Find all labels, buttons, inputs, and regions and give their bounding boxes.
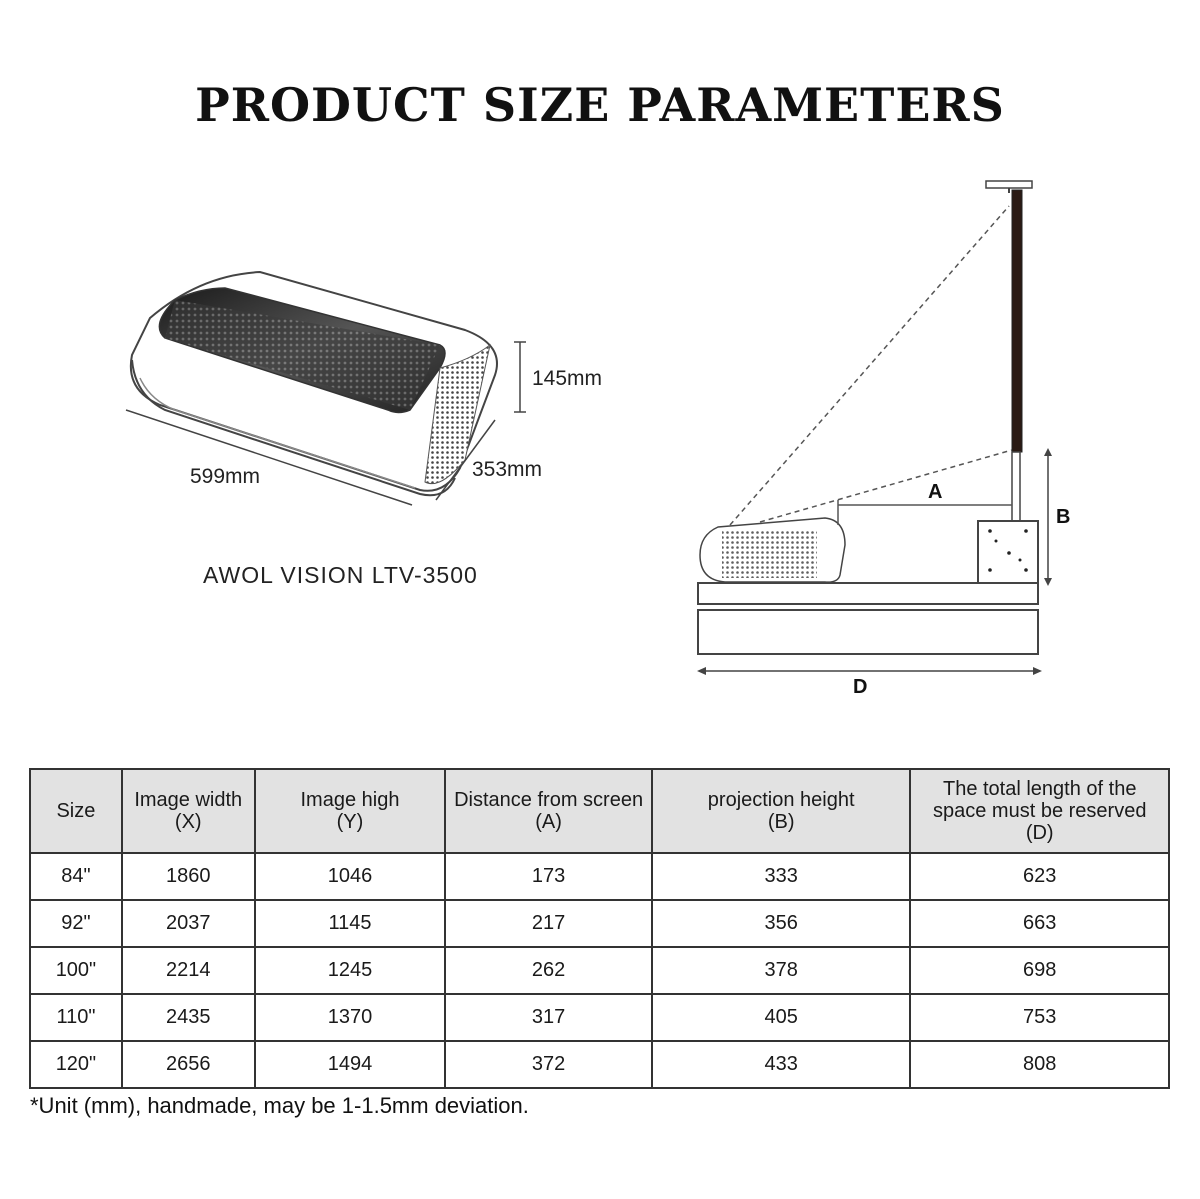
- cell-projection-height: 356: [652, 900, 911, 947]
- cell-image-high: 1494: [255, 1041, 446, 1088]
- table-row: [30, 994, 1169, 1041]
- table-row: [30, 900, 1169, 947]
- cell-distance: 372: [445, 1041, 652, 1088]
- header-total-length: The total length of the space must be reserved (D): [910, 769, 1169, 853]
- cell-projection-height: 333: [652, 853, 911, 900]
- cell-distance: 173: [445, 853, 652, 900]
- cell-image-high: 1370: [255, 994, 446, 1041]
- product-name: AWOL VISION LTV-3500: [203, 562, 478, 588]
- page-title: PRODUCT SIZE PARAMETERS: [195, 78, 1005, 132]
- cell-distance: 217: [445, 900, 652, 947]
- cell-total-length: 753: [910, 994, 1169, 1041]
- diagram-label-a: A: [928, 481, 943, 503]
- cell-image-width: 1860: [122, 853, 255, 900]
- header-size: Size: [30, 769, 122, 853]
- cell-projection-height: 405: [652, 994, 911, 1041]
- cell-image-width: 2435: [122, 994, 255, 1041]
- depth-dimension-label: 353mm: [472, 458, 543, 481]
- width-dimension-label: 599mm: [190, 465, 261, 488]
- cell-distance: 262: [445, 947, 652, 994]
- cell-image-width: 2037: [122, 900, 255, 947]
- table-row: [30, 1041, 1169, 1088]
- diagram-label-b: B: [1056, 506, 1071, 528]
- height-dimension-label: 145mm: [532, 367, 603, 390]
- cell-size: 120": [30, 1041, 122, 1088]
- cell-total-length: 663: [910, 900, 1169, 947]
- cell-image-width: 2656: [122, 1041, 255, 1088]
- cell-size: 84": [30, 853, 122, 900]
- cell-size: 100": [30, 947, 122, 994]
- cell-image-high: 1245: [255, 947, 446, 994]
- table-header-row: [30, 769, 1169, 853]
- header-image-width: Image width (X): [122, 769, 255, 853]
- cell-total-length: 698: [910, 947, 1169, 994]
- header-distance-from-screen: Distance from screen (A): [445, 769, 652, 853]
- cell-projection-height: 433: [652, 1041, 911, 1088]
- size-parameters-table: [29, 768, 1170, 1089]
- table-row: [30, 853, 1169, 900]
- cell-image-width: 2214: [122, 947, 255, 994]
- cell-distance: 317: [445, 994, 652, 1041]
- installation-diagram: [697, 181, 1052, 675]
- cell-size: 92": [30, 900, 122, 947]
- cell-projection-height: 378: [652, 947, 911, 994]
- cell-image-high: 1046: [255, 853, 446, 900]
- header-projection-height: projection height (B): [652, 769, 911, 853]
- projector-illustration: [126, 272, 526, 505]
- header-image-high: Image high (Y): [255, 769, 446, 853]
- cell-total-length: 808: [910, 1041, 1169, 1088]
- table-row: [30, 947, 1169, 994]
- footnote: *Unit (mm), handmade, may be 1-1.5mm deviation.: [30, 1093, 529, 1118]
- cell-image-high: 1145: [255, 900, 446, 947]
- diagram-label-d: D: [853, 676, 868, 698]
- cell-total-length: 623: [910, 853, 1169, 900]
- cell-size: 110": [30, 994, 122, 1041]
